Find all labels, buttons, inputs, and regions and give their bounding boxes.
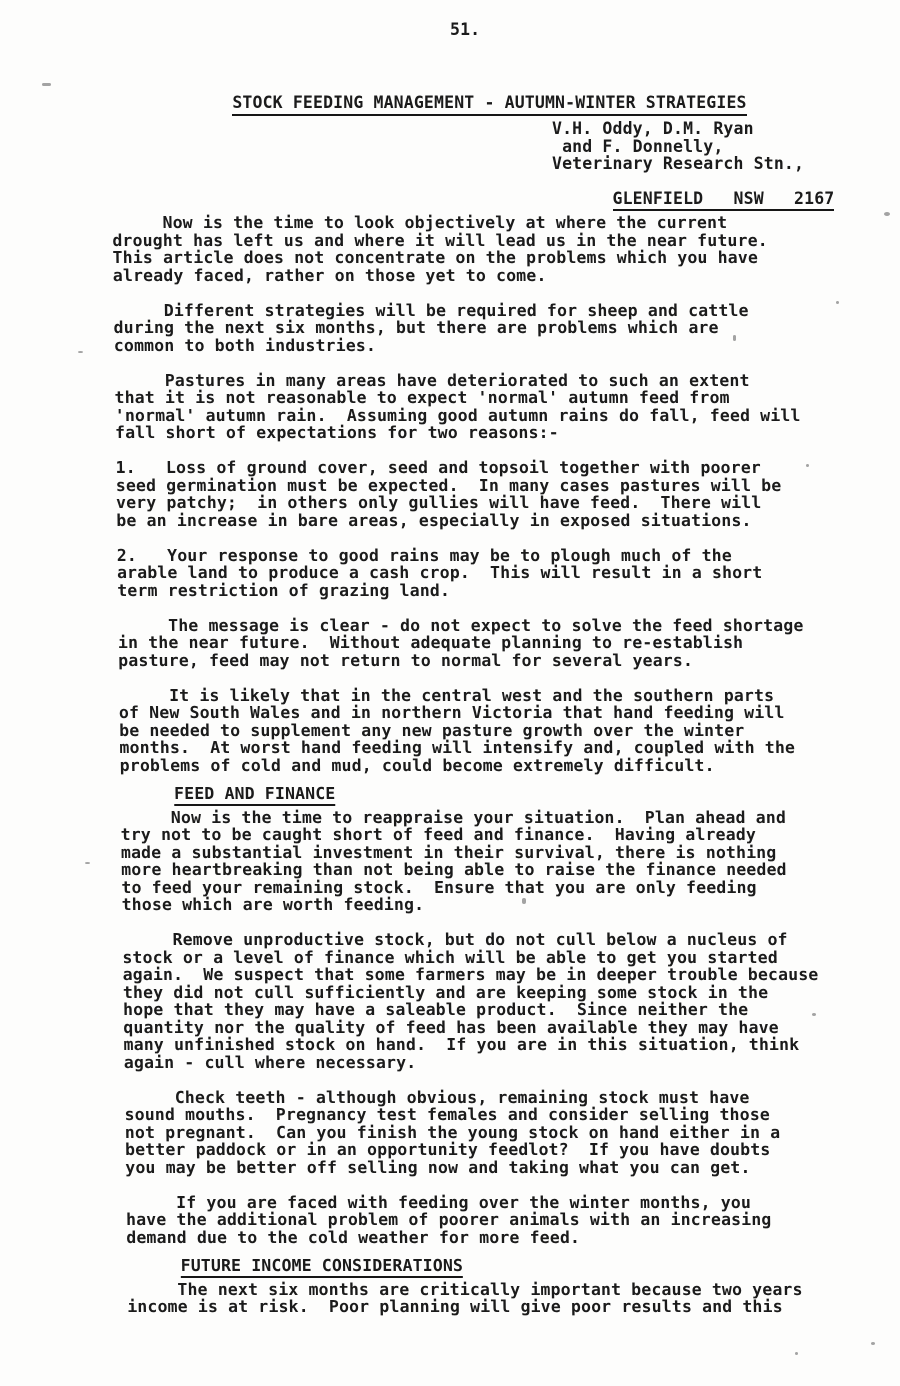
document-title <box>192 76 747 112</box>
text-line: arable land to produce a cash crop. This will result in a short <box>116 563 763 582</box>
text-line: Check teeth - although obvious, remaining stock must have <box>124 1087 750 1107</box>
text-line: not pregnant. Can you finish the young stock on hand either in a <box>124 1122 781 1142</box>
list-item-paragraph <box>117 547 878 600</box>
section-heading-text: FUTURE INCOME CONSIDERATIONS <box>181 1256 464 1278</box>
text-line: to feed your remaining stock. Ensure that you are only feeding <box>121 877 757 897</box>
paragraph <box>126 1194 887 1247</box>
author-line: and F. Donnelly, <box>552 136 724 156</box>
scan-speck <box>78 351 83 353</box>
paragraph <box>118 617 879 670</box>
author-line: V.H. Oddy, D.M. Ryan <box>552 119 754 138</box>
text-line: Now is the time to look objectively at where the current <box>111 213 728 232</box>
text-line: that it is not reasonable to expect 'normal' autumn feed from <box>114 388 730 407</box>
text-line: of New South Wales and in northern Victoria that hand feeding will <box>118 703 785 722</box>
document-title-text: STOCK FEEDING MANAGEMENT - AUTUMN-WINTER STRATEGIES <box>232 93 746 116</box>
list-item-paragraph <box>115 459 876 529</box>
paragraph <box>119 687 880 775</box>
text-line: 2. Your response to good rains may be to plough much of the <box>116 545 733 565</box>
text-line: Remove unproductive stock, but do not cull below a nucleus of <box>121 930 788 949</box>
text-line: Pastures in many areas have deteriorated to such an extent <box>114 370 750 390</box>
text-line: be an increase in bare areas, especially in exposed situations. <box>116 510 752 530</box>
text-line: very patchy; in others only gullies will have feed. There will <box>115 493 762 512</box>
scan-speck <box>42 83 51 86</box>
text-line: stock or a level of finance which will be able to get you started <box>122 947 778 967</box>
text-line: try not to be caught short of feed and finance. Having already <box>120 825 757 844</box>
text-line: many unfinished stock on hand. If you are in this situation, think <box>123 1035 800 1054</box>
text-line: seed germination must be expected. In many cases pastures will be <box>115 475 782 495</box>
text-line: 'normal' autumn rain. Assuming good autumn rains do fall, feed will <box>114 405 801 425</box>
text-line: already faced, rather on those yet to come. <box>112 265 547 285</box>
text-line: problems of cold and mud, could become extremely difficult. <box>119 755 715 775</box>
text-line: The next six months are critically important because two years <box>126 1279 803 1299</box>
text-line: drought has left us and where it will lead us in the near future. <box>112 230 768 250</box>
scan-speck <box>795 1352 798 1355</box>
author-location-text: GLENFIELD NSW 2167 <box>613 189 835 211</box>
text-line: If you are faced with feeding over the winter months, you <box>125 1192 752 1212</box>
text-line: have the additional problem of poorer animals with an increasing <box>125 1210 772 1229</box>
text-line: in the near future. Without adequate planning to re-establish <box>117 633 744 652</box>
text-line: made a substantial investment in their survival, there is nothing <box>120 842 777 862</box>
scan-speck <box>85 862 90 864</box>
text-line: demand due to the cold weather for more feed. <box>126 1227 581 1247</box>
text-line: hope that they may have a saleable product. Since neither the <box>122 1000 749 1019</box>
author-block <box>552 119 835 208</box>
text-line: Now is the time to reappraise your situation. Plan ahead and <box>120 807 787 827</box>
text-line: months. At worst hand feeding will intensify and, coupled with the <box>119 738 796 757</box>
text-line: more heartbreaking than not being able to raise the finance needed <box>121 860 787 879</box>
text-line: 1. Loss of ground cover, seed and topsoil together with poorer <box>115 458 762 477</box>
text-line: It is likely that in the central west and the southern parts <box>118 685 775 705</box>
scan-speck <box>884 212 890 216</box>
scan-speck <box>871 1342 875 1345</box>
text-line: fall short of expectations for two reasons:- <box>114 423 559 442</box>
paragraph <box>114 372 875 442</box>
document-body <box>112 214 887 1316</box>
text-line: better paddock or in an opportunity feedlot? If you have doubts <box>124 1140 771 1159</box>
section-heading <box>181 1257 887 1275</box>
page-number: 51. <box>450 20 481 39</box>
text-line: be needed to supplement any new pasture growth over the winter <box>119 720 745 740</box>
text-line: common to both industries. <box>113 335 377 355</box>
paragraph <box>124 1089 885 1177</box>
paragraph <box>112 214 873 284</box>
text-line: The message is clear - do not expect to solve the feed shortage <box>117 615 804 635</box>
text-line: again - cull where necessary. <box>123 1052 417 1072</box>
text-line: during the next six months, but there are problems which are <box>113 318 719 337</box>
text-line: quantity nor the quality of feed has been available they may have <box>123 1017 779 1037</box>
section-heading <box>174 785 880 803</box>
text-line: Different strategies will be required for sheep and cattle <box>113 300 749 320</box>
text-line: again. We suspect that some farmers may be in deeper trouble because <box>122 965 819 984</box>
author-line: Veterinary Research Stn., <box>552 154 805 173</box>
section-heading-text: FEED AND FINANCE <box>174 784 336 806</box>
text-line: term restriction of grazing land. <box>117 580 451 600</box>
text-line: This article does not concentrate on the problems which you have <box>112 248 759 267</box>
paragraph <box>113 302 874 355</box>
author-location <box>552 173 835 208</box>
paragraph <box>122 931 884 1071</box>
text-line: income is at risk. Poor planning will give poor results and this <box>127 1297 783 1316</box>
text-line: pasture, feed may not return to normal for several years. <box>118 650 694 670</box>
text-line: they did not cull sufficiently and are keeping some stock in the <box>122 982 769 1002</box>
text-line: those which are worth feeding. <box>121 895 425 914</box>
paragraph <box>127 1281 887 1316</box>
text-line: you may be better off selling now and taking what you can get. <box>125 1157 751 1177</box>
paragraph <box>120 809 881 914</box>
text-line: sound mouths. Pregnancy test females and consider selling those <box>124 1105 771 1124</box>
